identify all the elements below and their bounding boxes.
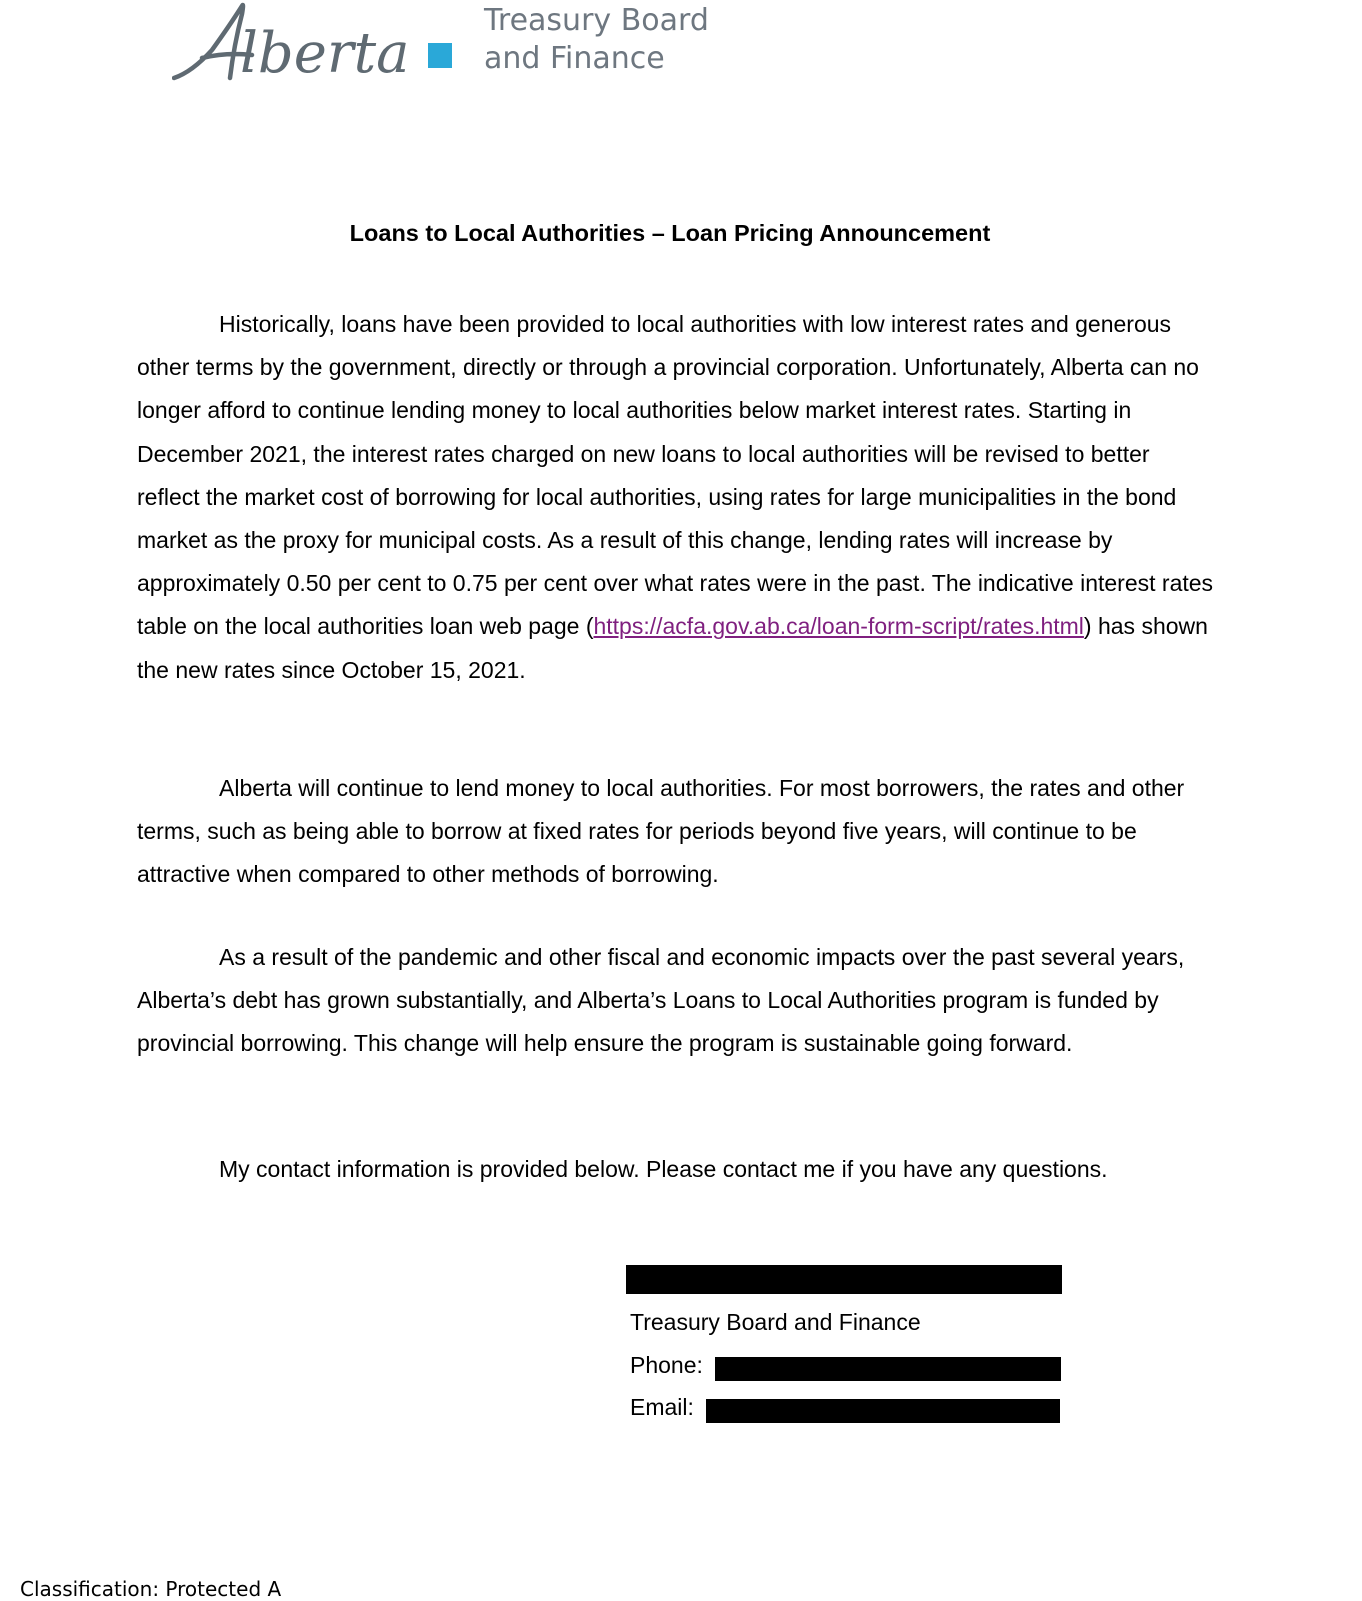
ministry-name bbox=[484, 2, 709, 78]
logo-blue-square bbox=[428, 43, 452, 68]
paragraph-2-text: Alberta will continue to lend money to local authorities. For most borrowers, the rates and other terms, such as being able to borrow at fixed rates for periods beyond five years, will continue to be attractive when compared to other methods of borrowing. bbox=[137, 775, 1185, 888]
paragraph-contact bbox=[137, 1148, 1217, 1191]
paragraph-4-text: My contact information is provided below. Please contact me if you have any questions. bbox=[219, 1156, 1108, 1182]
paragraph-3-text: As a result of the pandemic and other fiscal and economic impacts over the past several years, Alberta’s debt has grown substantially, and Alberta’s Loans to Local Authorities program is funded by provincial borrowing. This change will help ensure the program is sustainable going forward. bbox=[137, 944, 1185, 1057]
paragraph-pandemic bbox=[137, 936, 1217, 1066]
page-title: Loans to Local Authorities – Loan Pricing Announcement bbox=[349, 220, 991, 246]
redacted-email bbox=[706, 1399, 1060, 1423]
paragraph-1-tail: ) has shown the new rates since October 15, 2021. bbox=[137, 613, 1208, 683]
paragraph-1-text: Historically, loans have been provided to local authorities with low interest rates and generous other terms by the government, directly or through a provincial corporation. Unfortunately, Alberta can no longer afford to continue lending money to local authorities below market interest rates. Starting in December 2021, the interest rates charged on new loans to local authorities will be revised to better reflect the market cost of borrowing for local authorities, using rates for large municipalities in the bond market as the proxy for municipal costs. As a result of this change, lending rates will increase by approximately 0.50 per cent to 0.75 per cent over what rates were in the past. The indicative interest rates table on the local authorities loan web page ( bbox=[137, 311, 1214, 640]
letterhead bbox=[172, 0, 732, 100]
signature-phone-label: Phone: bbox=[630, 1352, 703, 1378]
ministry-line-1: Treasury Board bbox=[484, 3, 709, 38]
alberta-logo-text: lberta bbox=[240, 21, 410, 86]
redacted-phone bbox=[715, 1357, 1061, 1381]
alberta-logo bbox=[172, 0, 472, 90]
redacted-name bbox=[626, 1265, 1062, 1294]
paragraph-continue-lending bbox=[137, 767, 1217, 897]
paragraph-historically bbox=[137, 303, 1217, 692]
signature-email-label: Email: bbox=[630, 1394, 694, 1420]
signature-ministry: Treasury Board and Finance bbox=[630, 1309, 921, 1335]
classification-footer: Classification: Protected A bbox=[20, 1577, 282, 1601]
ministry-line-2: and Finance bbox=[484, 41, 665, 76]
rates-page-link[interactable]: https://acfa.gov.ab.ca/loan-form-script/rates.html bbox=[593, 613, 1084, 640]
